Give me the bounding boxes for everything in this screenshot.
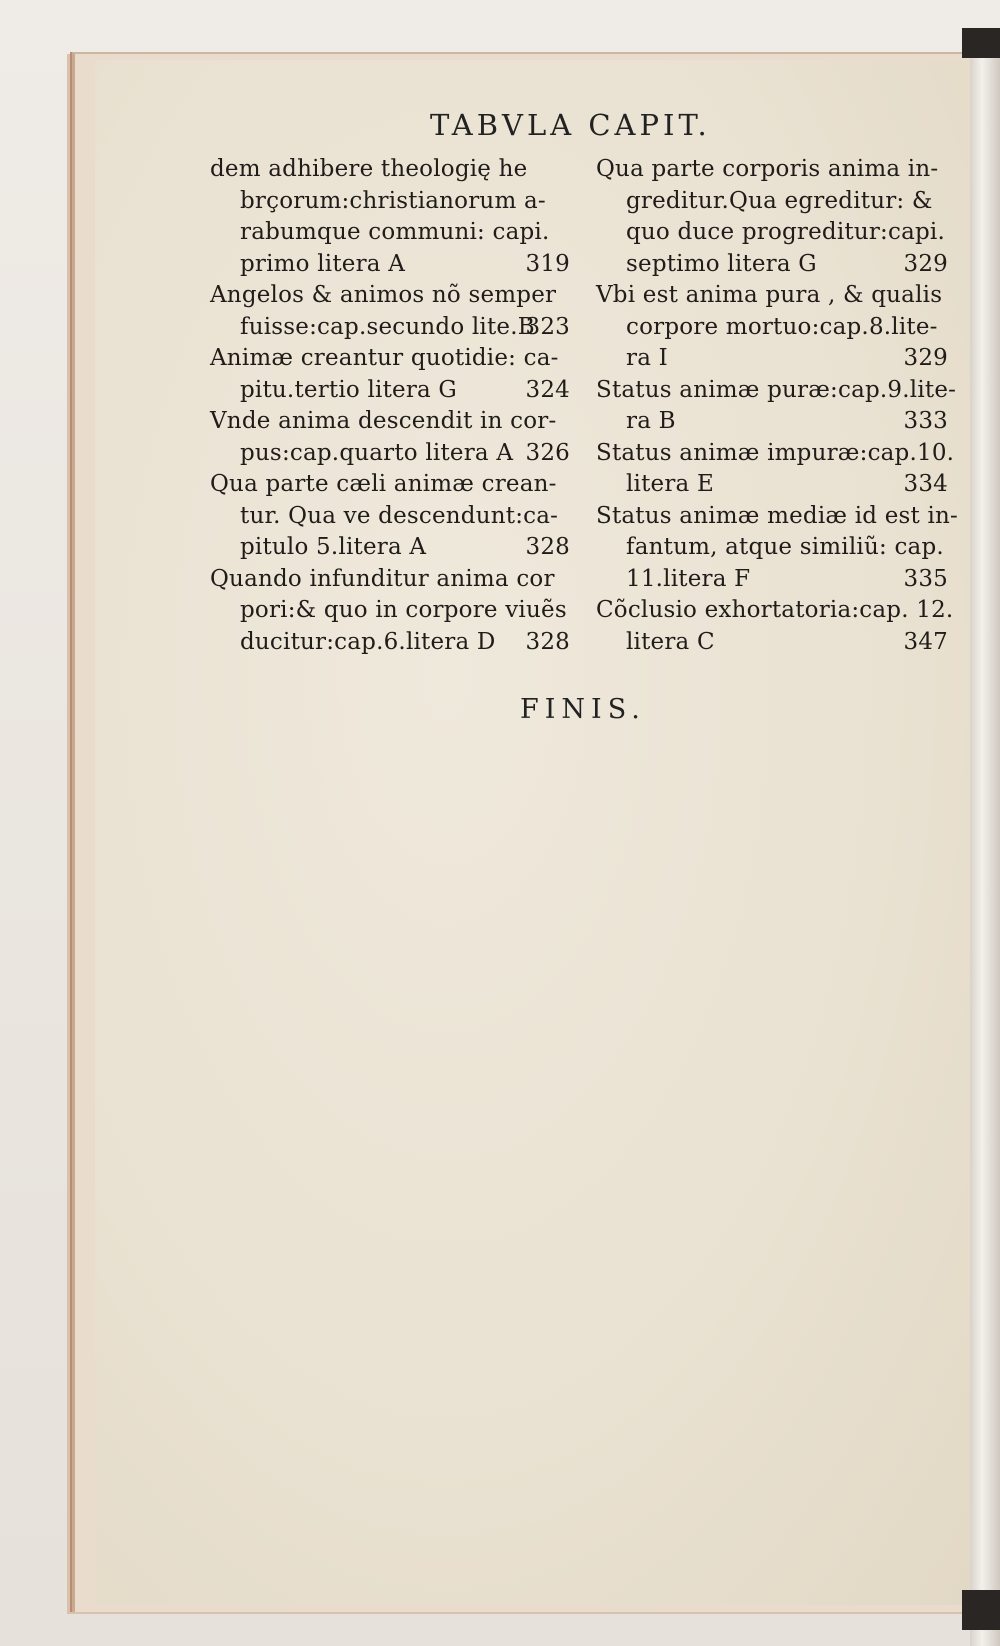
entry-line: rabumque communi: capi. <box>240 219 550 245</box>
clip-bottom <box>962 1590 1000 1630</box>
index-entry <box>210 343 570 406</box>
entry-line: Status animæ impuræ:cap.10. <box>596 439 955 466</box>
entry-line: tur. Qua ve descendunt:ca- <box>240 502 559 529</box>
page-number: 335 <box>903 565 948 592</box>
left-column <box>210 154 570 658</box>
page-number: 334 <box>903 471 948 497</box>
page-number: 328 <box>525 628 570 655</box>
entry-line: 11.litera F 335 <box>596 564 948 596</box>
page-header: TABVLA CAPIT. <box>430 108 711 142</box>
page-number: 319 <box>525 250 570 277</box>
entry-line: septimo litera G 329 <box>596 249 948 281</box>
entry-line: fantum, atque similiũ: cap. <box>626 534 944 560</box>
entry-line: Quando infunditur anima cor <box>210 565 555 592</box>
book-spine <box>970 40 1000 1646</box>
entry-line: Qua parte cæli animæ crean- <box>210 471 557 497</box>
page-number: 328 <box>525 534 570 560</box>
index-entry <box>210 564 570 659</box>
entry-line: litera E 334 <box>596 469 948 501</box>
entry-line: ducitur:cap.6.litera D 328 <box>210 627 570 659</box>
entry-line: litera C 347 <box>596 627 948 659</box>
index-entry <box>596 501 959 596</box>
index-entry <box>596 438 955 501</box>
index-entry <box>596 595 954 658</box>
entry-line: quo duce progreditur:capi. <box>626 219 945 245</box>
page-number: 329 <box>903 250 948 277</box>
index-entry <box>210 406 570 469</box>
page-number: 329 <box>903 345 948 371</box>
entry-line: pitu.tertio litera G 324 <box>210 375 570 407</box>
entry-line: Vnde anima descendit in cor- <box>210 408 557 434</box>
entry-line: Qua parte corporis anima in- <box>596 156 939 182</box>
entry-line: primo litera A 319 <box>210 249 570 281</box>
index-entry <box>210 280 570 343</box>
right-column <box>596 154 959 658</box>
page-number: 326 <box>525 439 570 466</box>
entry-line: greditur.Qua egreditur: & <box>626 187 933 214</box>
finis-text: FINIS. <box>520 694 646 725</box>
index-entry <box>210 154 570 280</box>
index-entry <box>596 280 948 375</box>
entry-line: pus:cap.quarto litera A 326 <box>210 438 570 470</box>
page-number: 323 <box>525 313 570 340</box>
page-number: 347 <box>903 628 948 655</box>
entry-line: dem adhibere theologię he <box>210 156 528 182</box>
entry-line: Vbi est anima pura , & qualis <box>596 282 943 308</box>
entry-line: ra B 333 <box>596 406 948 438</box>
clip-top <box>962 28 1000 58</box>
entry-line: Animæ creantur quotidie: ca- <box>210 345 559 371</box>
index-entry <box>210 469 570 564</box>
entry-line: corpore mortuo:cap.8.lite- <box>626 313 938 340</box>
page-number: 324 <box>525 376 570 403</box>
entry-line: Angelos & animos nõ semper <box>210 282 557 308</box>
entry-line: Status animæ mediæ id est in- <box>596 502 959 529</box>
entry-line: ra I 329 <box>596 343 948 375</box>
entry-line: Cõclusio exhortatoria:cap. 12. <box>596 597 954 623</box>
index-entry <box>596 154 948 280</box>
entry-line: fuisse:cap.secundo lite.B 323 <box>210 312 570 344</box>
entry-line: Status animæ puræ:cap.9.lite- <box>596 376 957 403</box>
page-number: 333 <box>903 408 948 434</box>
entry-line: pori:& quo in corpore viuẽs <box>240 597 567 623</box>
entry-line: pitulo 5.litera A 328 <box>210 532 570 564</box>
index-entry <box>596 375 957 438</box>
entry-line: brçorum:christianorum a- <box>240 187 546 214</box>
